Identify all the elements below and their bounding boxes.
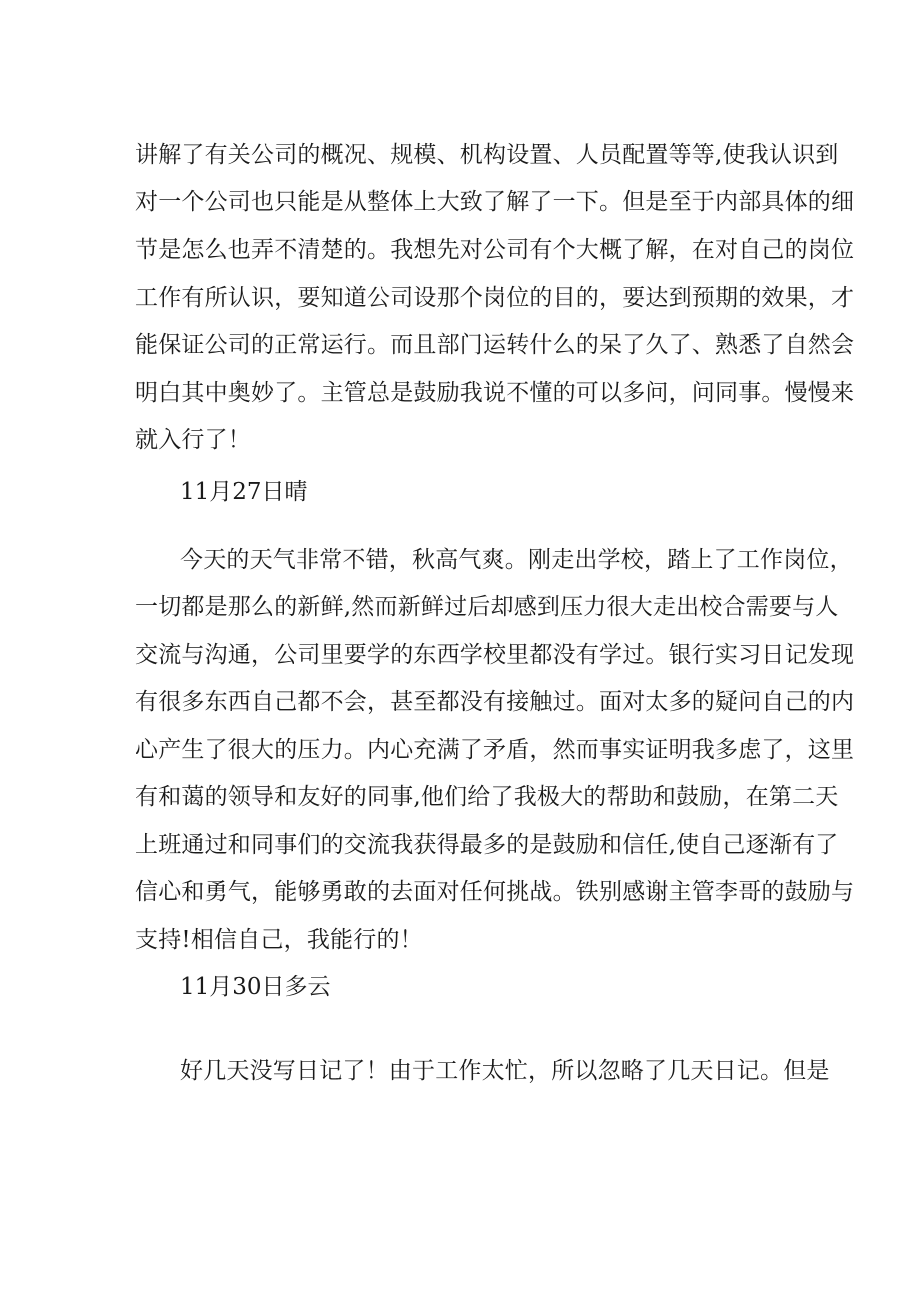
paragraph-2-line-1: 今天的天气非常不错，秋高气爽。刚走出学校，踏上了工作岗位， <box>180 547 853 573</box>
paragraph-2-line-6: 有和蔼的领导和友好的同事,他们给了我极大的帮助和鼓励，在第二天 <box>135 784 839 810</box>
paragraph-2-line-3: 交流与沟通，公司里要学的东西学校里都没有学过。银行实习日记发现 <box>135 642 855 668</box>
paragraph-1-line-3: 节是怎么也弄不清楚的。我想先对公司有个大概了解，在对自己的岗位 <box>135 237 855 263</box>
paragraph-2-line-7: 上班通过和同事们的交流我获得最多的是鼓励和信任,使自己逐渐有了 <box>135 832 839 858</box>
paragraph-1-line-2: 对一个公司也只能是从整体上大致了解了一下。但是至于内部具体的细 <box>135 189 855 215</box>
paragraph-1-line-1: 讲解了有关公司的概况、规模、机构设置、人员配置等等,使我认识到 <box>135 142 839 168</box>
paragraph-1-line-5: 能保证公司的正常运行。而且部门运转什么的呆了久了、熟悉了自然会 <box>135 332 855 358</box>
date-heading-1: 11月27日晴 <box>180 479 308 505</box>
paragraph-2-line-4: 有很多东西自己都不会，甚至都没有接触过。面对太多的疑问自己的内 <box>135 689 855 715</box>
paragraph-2-line-5: 心产生了很大的压力。内心充满了矛盾，然而事实证明我多虑了，这里 <box>135 737 855 763</box>
paragraph-2-line-8: 信心和勇气，能够勇敢的去面对任何挑战。铁别感谢主管李哥的鼓励与 <box>135 879 855 905</box>
paragraph-2-line-9: 支持!相信自己，我能行的！ <box>135 927 423 953</box>
paragraph-1-line-7: 就入行了！ <box>135 427 251 453</box>
paragraph-1-line-4: 工作有所认识，要知道公司设那个岗位的目的，要达到预期的效果，才 <box>135 285 855 311</box>
paragraph-3-line-1: 好几天没写日记了！由于工作太忙，所以忽略了几天日记。但是 <box>180 1058 830 1084</box>
date-heading-2: 11月30日多云 <box>180 974 331 1000</box>
paragraph-1-line-6: 明白其中奥妙了。主管总是鼓励我说不懂的可以多问，问同事。慢慢来 <box>135 380 855 406</box>
paragraph-2-line-2: 一切都是那么的新鲜,然而新鲜过后却感到压力很大走出校合需要与人 <box>135 594 839 620</box>
